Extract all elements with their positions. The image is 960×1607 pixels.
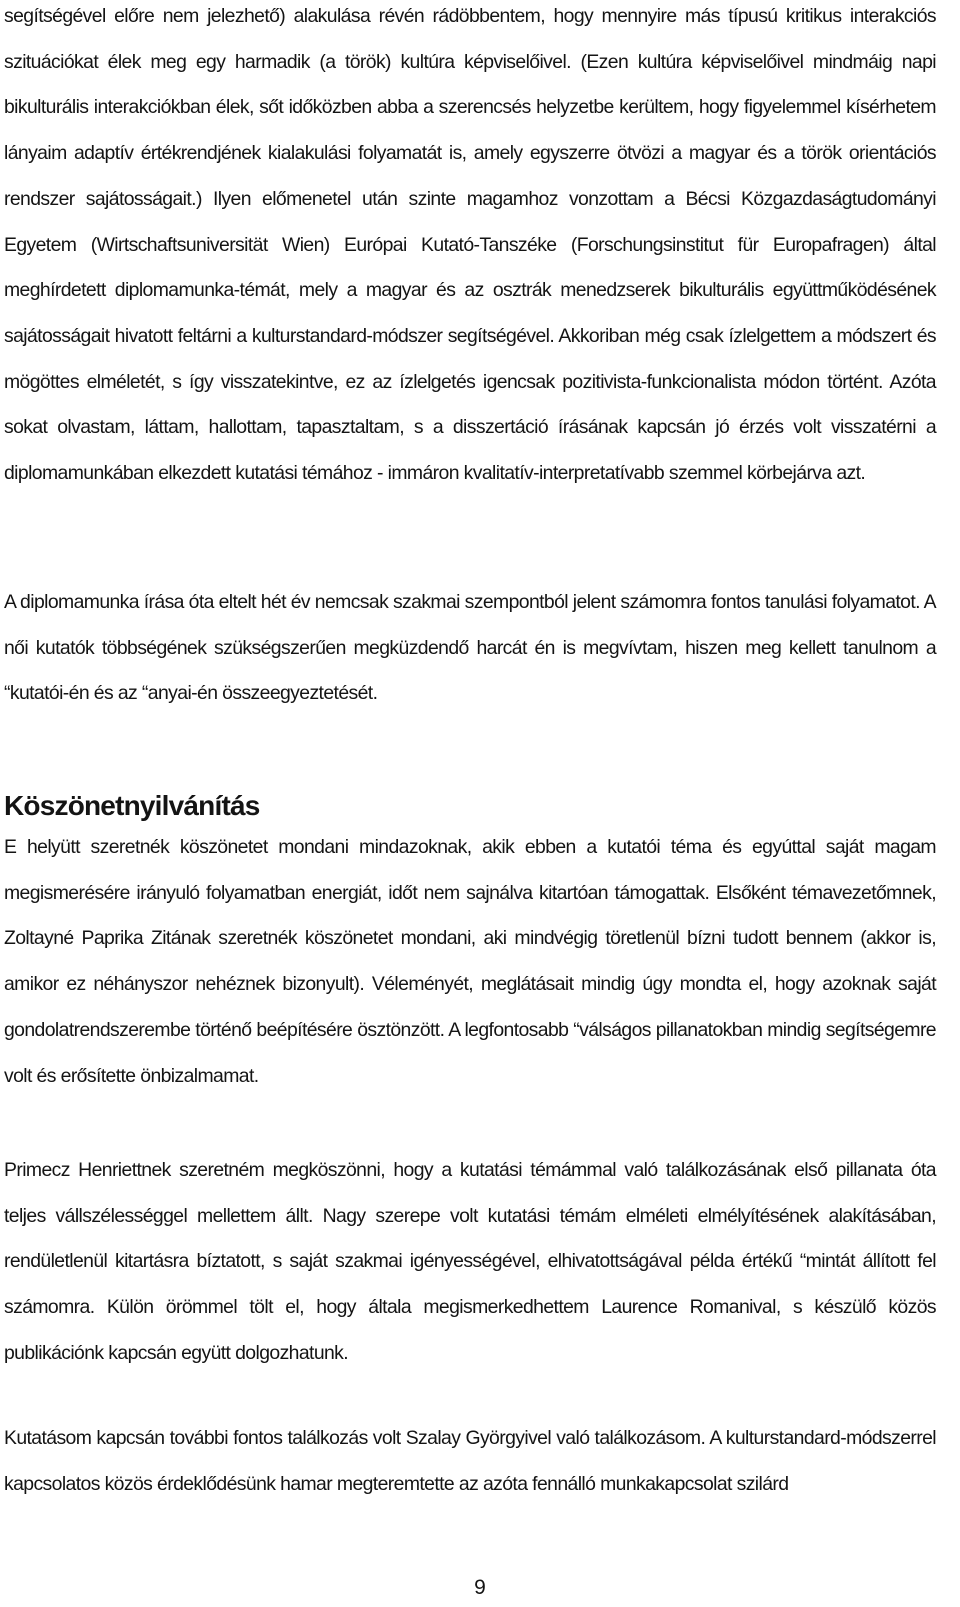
paragraph-thanks-colleague: Primecz Henriettnek szeretném megköszönni, hogy a kutatási témámmal való találkozásának első pillanata óta teljes vállszélességgel mellettem állt. Nagy szerepe volt kutatási témám elméleti elmélyítésének alakításában, rendületlenül kitartásra bíztatott, s saját szakmai igényességével, elhivatottságával példa értékű “mintát állított fel számomra. Külön örömmel tölt el, hogy általa megismerkedhettem Laurence Romanival, s készülő közös publikációnk kapcsán együtt dolgozhatunk.: [4, 1159, 936, 1364]
paragraph-further-meetings: Kutatásom kapcsán további fontos találkozás volt Szalay Györgyivel való találkozásom. A kulturstandard-módszerrel kapcsolatos közös érdeklődésünk hamar megteremtette az azóta fennálló munkakapcsolat szilárd: [4, 1427, 936, 1495]
paragraph-diploma-reflection: A diplomamunka írása óta eltelt hét év nemcsak szakmai szempontból jelent számomra fontos tanulási folyamatot. A női kutatók többségének szükségszerűen megküzdendő harcát én is megvívtam, hiszen meg kellett tanulnom a “kutatói-én és az “anyai-én összeegyeztetését.: [4, 591, 936, 705]
page-number: 9: [474, 1576, 486, 1599]
section-heading-acknowledgements: Köszönetnyilvánítás: [4, 790, 260, 821]
paragraph-intro-continued: segítségével előre nem jelezhető) alakulása révén rádöbbentem, hogy mennyire más típusú kritikus interakciós szituációkat élek meg egy harmadik (a török) kultúra képviselőivel. (Ezen kultúra képviselőivel mindmáig napi bikulturális interakciókban élek, sőt időközben abba a szerencsés helyzetbe kerültem, hogy figyelemmel kísérhetem lányaim adaptív értékrendjének kialakulási folyamatát is, amely egyszerre ötvözi a magyar és a török orientációs rendszer sajátosságait.) Ilyen előmenetel után szinte magamhoz vonzottam a Bécsi Közgazdaságtudományi Egyetem (Wirtschaftsuniversität Wien) Európai Kutató-Tanszéke (Forschungsinstitut für Europafragen) által meghírdetett diplomamunka-témát, mely a magyar és az osztrák menedzserek bikulturális együttműködésének sajátosságait hivatott feltárni a kulturstandard-módszer segítségével. Akkoriban még csak ízlelgettem a módszert és mögöttes elméletét, s így visszatekintve, ez az ízlelgetés igencsak pozitivista-funkcionalista módon történt. Azóta sokat olvastam, láttam, hallottam, tapasztaltam, s a disszertáció írásának kapcsán jó érzés volt visszatérni a diplomamunkában elkezdett kutatási témához - immáron kvalitatív-interpretatívabb szemmel körbejárva azt.: [4, 5, 936, 485]
paragraph-thanks-supervisor: E helyütt szeretnék köszönetet mondani mindazoknak, akik ebben a kutatói téma és egyúttal saját magam megismerésére irányuló folyamatban energiát, időt nem sajnálva kitartóan támogattak. Elsőként témavezetőmnek, Zoltayné Paprika Zitának szeretnék köszönetet mondani, aki mindvégig töretlenül bízni tudott bennem (akkor is, amikor ez néhányszor nehéznek bizonyult). Véleményét, meglátásait mindig úgy mondta el, hogy azoknak saját gondolatrendszerembe történő beépítésére ösztönzött. A legfontosabb “válságos pillanatokban mindig segítségemre volt és erősítette önbizalmamat.: [4, 836, 936, 1087]
